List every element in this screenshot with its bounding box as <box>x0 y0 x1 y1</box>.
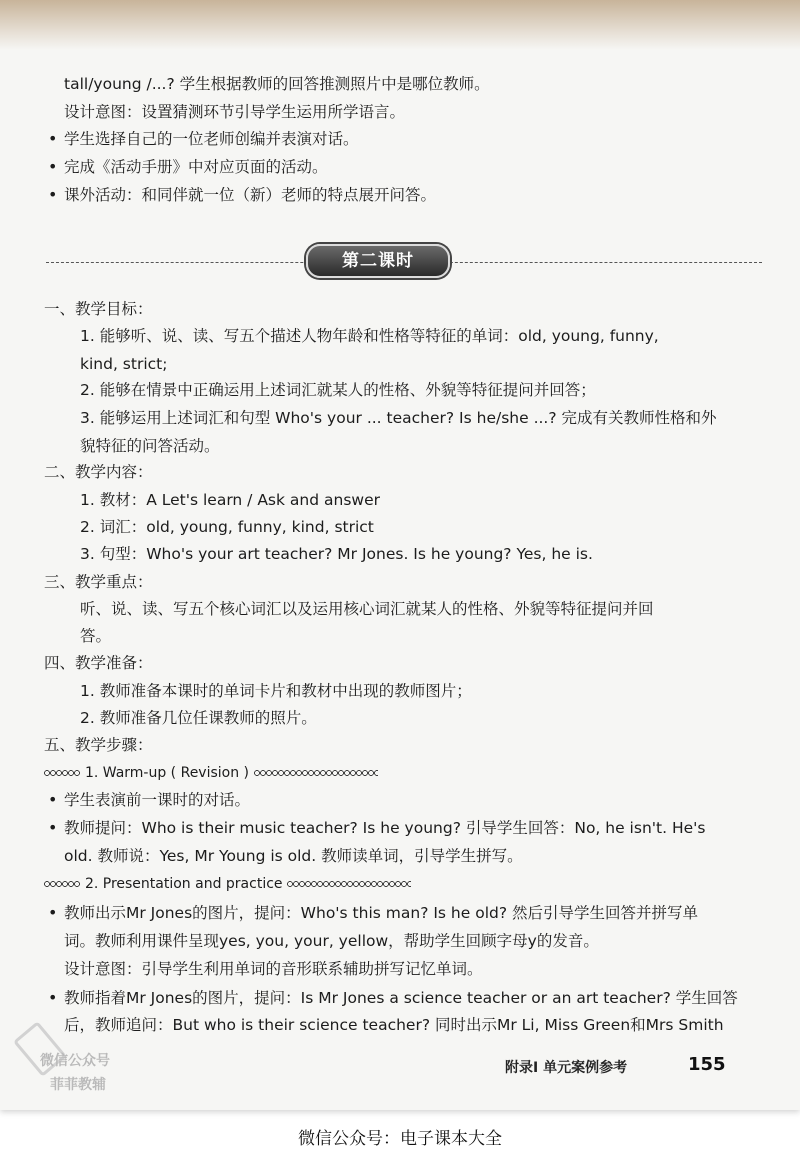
section-heading: 五、教学步骤： <box>44 736 153 754</box>
bullet-item: • 教师出示Mr Jones的图片，提问：Who's this man? Is he old? 然后引导学生回答并拼写单 <box>64 903 698 923</box>
bullet-item: • 课外活动：和同伴就一位（新）老师的特点展开问答。 <box>64 185 436 205</box>
page-number: 155 <box>688 1054 726 1075</box>
design-intent: 设计意图：设置猜测环节引导学生运用所学语言。 <box>64 103 406 121</box>
wavy-rule <box>44 769 80 776</box>
bullet-item: • 学生表演前一课时的对话。 <box>64 790 250 810</box>
list-item: 2. 词汇：old, young, funny, kind, strict <box>80 518 374 536</box>
watermark <box>20 1022 132 1106</box>
text-line: 后，教师追问：But who is their science teacher? 同时出示Mr Li, Miss Green和Mrs Smith <box>64 1016 724 1034</box>
lesson-banner: 第二课时 <box>306 244 450 278</box>
section-heading: 一、教学目标： <box>44 300 153 318</box>
bottom-caption: 微信公众号：电子课本大全 <box>298 1129 502 1149</box>
wavy-rule <box>44 880 80 887</box>
step-heading <box>44 762 378 783</box>
wavy-rule <box>254 769 378 776</box>
list-item: 2. 能够在情景中正确运用上述词汇就某人的性格、外貌等特征提问并回答； <box>80 381 596 399</box>
list-item: 1. 教材：A Let's learn / Ask and answer <box>80 491 380 509</box>
section-heading: 二、教学内容： <box>44 463 153 481</box>
bullet-item: • 学生选择自己的一位老师创编并表演对话。 <box>64 129 359 149</box>
list-item: 1. 能够听、说、读、写五个描述人物年龄和性格等特征的单词：old, young, funny, <box>80 327 659 345</box>
text-line: old. 教师说：Yes, Mr Young is old. 教师读单词，引导学生拼写。 <box>64 847 523 865</box>
step-title: 2. Presentation and practice <box>84 876 283 892</box>
text-line: 听、说、读、写五个核心词汇以及运用核心词汇就某人的性格、外貌等特征提问并回 <box>80 600 654 618</box>
section-heading: 三、教学重点： <box>44 573 153 591</box>
bullet-item: • 教师提问：Who is their music teacher? Is he young? 引导学生回答：No, he isn't. He's <box>64 818 706 838</box>
list-item: 2. 教师准备几位任课教师的照片。 <box>80 709 317 727</box>
list-item: 1. 教师准备本课时的单词卡片和教材中出现的教师图片； <box>80 682 472 700</box>
watermark-line: 微信公众号 <box>40 1053 110 1069</box>
step-heading <box>44 873 411 894</box>
wavy-rule <box>287 880 411 887</box>
section-heading: 四、教学准备： <box>44 654 153 672</box>
list-item: 3. 句型：Who's your art teacher? Mr Jones. Is he young? Yes, he is. <box>80 545 593 563</box>
running-footer: 附录Ⅰ 单元案例参考 <box>505 1060 628 1076</box>
bullet-item: • 完成《活动手册》中对应页面的活动。 <box>64 157 328 177</box>
text-line: 答。 <box>80 627 112 645</box>
list-item: 3. 能够运用上述词汇和句型 Who's your ... teacher? Is he/she ...? 完成有关教师性格和外 <box>80 409 717 427</box>
bullet-item: • 教师指着Mr Jones的图片，提问：Is Mr Jones a science teacher or an art teacher? 学生回答 <box>64 988 738 1008</box>
list-item: 貌特征的问答活动。 <box>80 437 220 455</box>
text-line: 词。教师利用课件呈现yes, you, your, yellow，帮助学生回顾字母y的发音。 <box>64 932 599 950</box>
list-item: kind, strict; <box>80 355 168 373</box>
watermark-line: 菲菲教辅 <box>50 1077 106 1093</box>
text-line: tall/young /...? 学生根据教师的回答推测照片中是哪位教师。 <box>64 75 490 93</box>
design-intent: 设计意图：引导学生利用单词的音形联系辅助拼写记忆单词。 <box>64 960 483 978</box>
step-title: 1. Warm-up ( Revision ) <box>84 765 250 781</box>
page-top-edge <box>0 0 800 50</box>
